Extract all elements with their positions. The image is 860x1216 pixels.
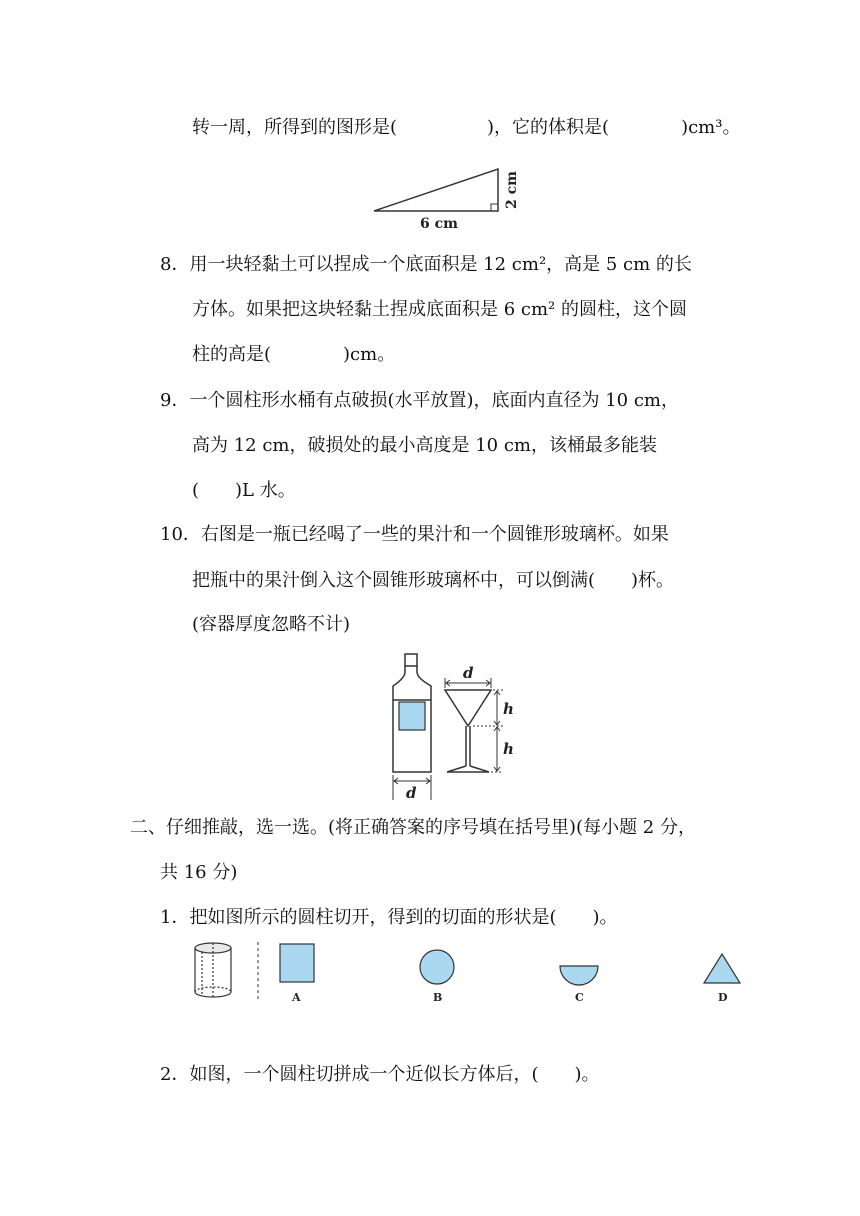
option-c-semicircle — [560, 966, 598, 985]
option-b-circle — [420, 950, 454, 984]
option-d-triangle — [704, 954, 740, 983]
height-label: 2 cm — [504, 171, 520, 209]
option-a-square — [280, 944, 314, 982]
base-label: 6 cm — [420, 216, 458, 232]
q9-line-3: ( )L 水。 — [192, 480, 296, 501]
glass-h-bottom-label: h — [503, 740, 514, 758]
q10-line-2: 把瓶中的果汁倒入这个圆锥形玻璃杯中，可以倒满( )杯。 — [192, 570, 675, 591]
glass-d-label: d — [463, 664, 474, 682]
s2q2-text: 2．如图，一个圆柱切拼成一个近似长方体后，( )。 — [160, 1064, 600, 1085]
cut-cylinder — [195, 943, 231, 997]
bottle-cap — [405, 654, 417, 666]
s2q1-options-figure — [190, 938, 750, 1008]
option-d-label: D — [718, 991, 728, 1004]
section2-heading-line-1: 二、仔细推敲，选一选。(将正确答案的序号填在括号里)(每小题 2 分， — [130, 817, 696, 838]
bottle-d-label: d — [406, 784, 417, 802]
q7-right-triangle-figure — [370, 165, 530, 235]
q10-bottle-and-glass-figure — [385, 650, 525, 802]
right-angle-mark — [491, 204, 498, 211]
right-triangle-shape — [374, 169, 498, 211]
cone-glass — [445, 690, 491, 772]
q9-line-2: 高为 12 cm，破损处的最小高度是 10 cm，该桶最多能装 — [192, 435, 657, 456]
bottle-label — [399, 702, 425, 730]
section2-heading-line-2: 共 16 分) — [160, 862, 238, 883]
option-a-label: A — [292, 991, 301, 1004]
glass-height-dimension — [473, 690, 503, 772]
option-b-label: B — [433, 991, 443, 1004]
q9-line-1: 9．一个圆柱形水桶有点破损(水平放置)，底面内直径为 10 cm， — [160, 390, 679, 411]
q10-line-3: (容器厚度忽略不计) — [192, 614, 351, 635]
option-c-label: C — [575, 991, 584, 1004]
q10-line-1: 10．右图是一瓶已经喝了一些的果汁和一个圆锥形玻璃杯。如果 — [160, 524, 669, 545]
s2q1-text: 1．把如图所示的圆柱切开，得到的切面的形状是( )。 — [160, 907, 618, 928]
glass-cone — [445, 690, 491, 726]
q7-text: 转一周，所得到的图形是( )，它的体积是( )cm³。 — [192, 117, 741, 138]
q8-line-1: 8．用一块轻黏土可以捏成一个底面积是 12 cm²，高是 5 cm 的长 — [160, 254, 692, 275]
glass-h-top-label: h — [503, 700, 514, 718]
q8-line-2: 方体。如果把这块轻黏土捏成底面积是 6 cm² 的圆柱，这个圆 — [192, 299, 687, 320]
glass-base — [447, 766, 489, 772]
q8-line-3: 柱的高是( )cm。 — [192, 344, 396, 365]
